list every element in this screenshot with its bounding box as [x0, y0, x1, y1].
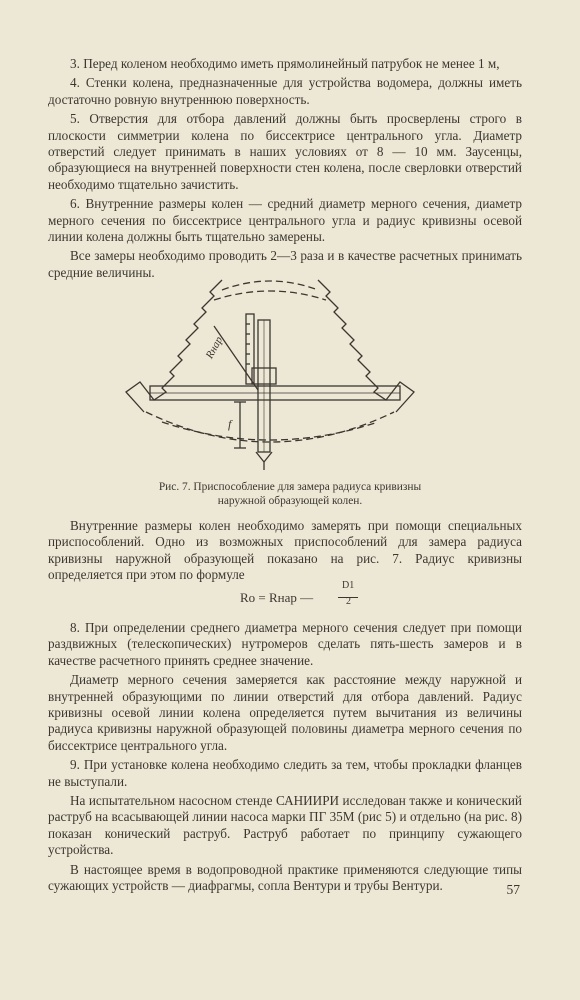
radius-formula: [240, 582, 380, 612]
paragraph-item-9: 9. При установке колена необходимо следить за тем, чтобы прокладки фланцев не выступали.: [48, 757, 522, 789]
middle-text-block: [48, 518, 522, 584]
device-diagram: [110, 272, 450, 482]
paragraph-saniiri: На испытательном насосном стенде САНИИРИ исследован также и конический раструб на всасывающей линии насоса марки ПГ 35М (рис 5) и отдельно (на рис. 8) показан конический раструб. Раструб работает по принципу сужающего устройства.: [48, 793, 522, 858]
top-text-block: [48, 56, 522, 281]
formula-denominator: 2: [346, 596, 351, 607]
formula-lhs: Rо = Rнар —: [240, 590, 314, 605]
paragraph-diameter: Диаметр мерного сечения замеряется как расстояние между наружной и внутренней образующими по линии отверстий для отбора давлений. Радиус кривизны осевой линии колена определяется путем вычитания из величины радиуса кривизны наружной образующей половины диаметра мерного сечения по биссектрисе центрального угла.: [48, 672, 522, 753]
label-r-nar: Rнар: [203, 334, 226, 361]
paragraph-item-4: 4. Стенки колена, предназначенные для устройства водомера, должны иметь достаточно ровную внутреннюю поверхность.: [48, 75, 522, 107]
probe-tip: [256, 452, 272, 462]
caption-line-1: Рис. 7. Приспособление для замера радиуса кривизны: [158, 481, 422, 493]
inner-arc-top: [214, 291, 326, 300]
figure-caption: [80, 480, 500, 508]
paragraph-item-6: 6. Внутренние размеры колен — средний диаметр мерного сечения, диаметр мерного сечения по биссектрисе центрального угла и радиус кривизны осевой линии колена должны быть тщательно замерены.: [48, 196, 522, 245]
label-f: f: [228, 417, 232, 431]
paragraph-item-8: 8. При определении среднего диаметра мерного сечения следует при помощи раздвижных (телескопических) нутромеров сделать пять-шесть замеров и в качестве расчетного принять среднее значение.: [48, 620, 522, 668]
page-number: 57: [506, 882, 520, 897]
outer-arc-top: [222, 281, 318, 290]
figure-7-device-drawing: [110, 272, 450, 482]
formula-numerator: D1: [342, 580, 355, 591]
paragraph-inner-sizes: Внутренние размеры колен необходимо замерять при помощи специальных приспособлений. Одно из возможных приспособлений для замера радиуса кривизны наружной образующей показано на рис. 7. Радиус кривизны определяется при этом по формуле: [48, 518, 522, 583]
caption-line-2: наружной образующей колен.: [217, 495, 363, 507]
paragraph-current-practice: В настоящее время в водопроводной практике применяются следующие типы сужающих устройств — диафрагмы, сопла Вентури и трубы Вентури.: [48, 861, 522, 894]
radius-dimension-line: [214, 326, 258, 390]
bottom-text-block: [48, 620, 522, 895]
paragraph-item-5: 5. Отверстия для отбора давлений должны быть просверлены строго в плоскости симметрии колена по биссектрисе центрального угла. Диаметр отверстий следует принимать в наших условиях от 8 — 10 мм. Заусенцы, образующиеся на внутренней поверхности стен колена, после сверловки отверстий необходимо тщательно зачистить.: [48, 111, 522, 192]
paragraph-item-3: 3. Перед коленом необходимо иметь прямолинейный патрубок не менее 1 м,: [70, 56, 500, 71]
paragraph-all-measurements: Все замеры необходимо проводить 2—3 раза и в качестве расчетных принимать средние величины.: [48, 248, 522, 280]
